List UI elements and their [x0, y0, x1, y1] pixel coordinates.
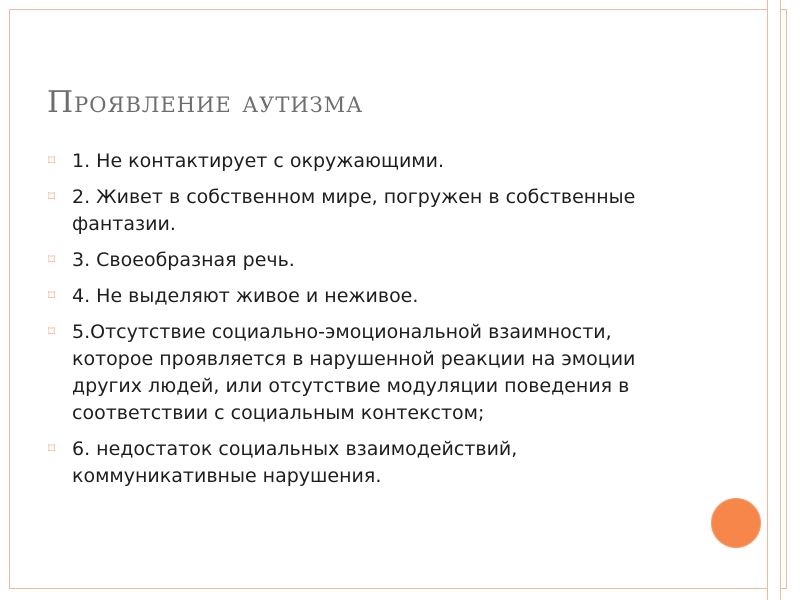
bullet-icon: ⌑ — [48, 252, 56, 268]
list-item-text: 6. недостаток социальных взаимодействий, коммуникативные нарушения. — [72, 438, 518, 487]
list-item-text: 4. Не выделяют живое и неживое. — [72, 285, 419, 307]
list-item-text: 2. Живет в собственном мире, погружен в собственные фантазии. — [72, 186, 636, 235]
bullet-icon: ⌑ — [48, 153, 56, 169]
orange-circle-decoration — [711, 498, 761, 548]
list-item — [48, 319, 698, 427]
list-item-text: 3. Своеобразная речь. — [72, 249, 295, 271]
list-item — [48, 436, 698, 490]
list-item — [48, 283, 698, 310]
slide-title: Проявление аутизма — [47, 85, 364, 120]
list-item — [48, 148, 698, 175]
bullet-icon: ⌑ — [48, 189, 56, 205]
bullet-icon: ⌑ — [48, 288, 56, 304]
bullet-icon: ⌑ — [48, 324, 56, 340]
list-item-text: 5.Отсутствие социально-эмоциональной взаимности, которое проявляется в нарушенной реакции на эмоции других людей, или отсутствие модуляции поведения в соответствии с социальным контекстом; — [72, 321, 636, 424]
bullet-list — [48, 148, 698, 499]
list-item — [48, 184, 698, 238]
list-item-text: 1. Не контактирует с окружающими. — [72, 150, 445, 172]
right-decorative-band — [767, 0, 781, 600]
list-item — [48, 247, 698, 274]
bullet-icon: ⌑ — [48, 441, 56, 457]
